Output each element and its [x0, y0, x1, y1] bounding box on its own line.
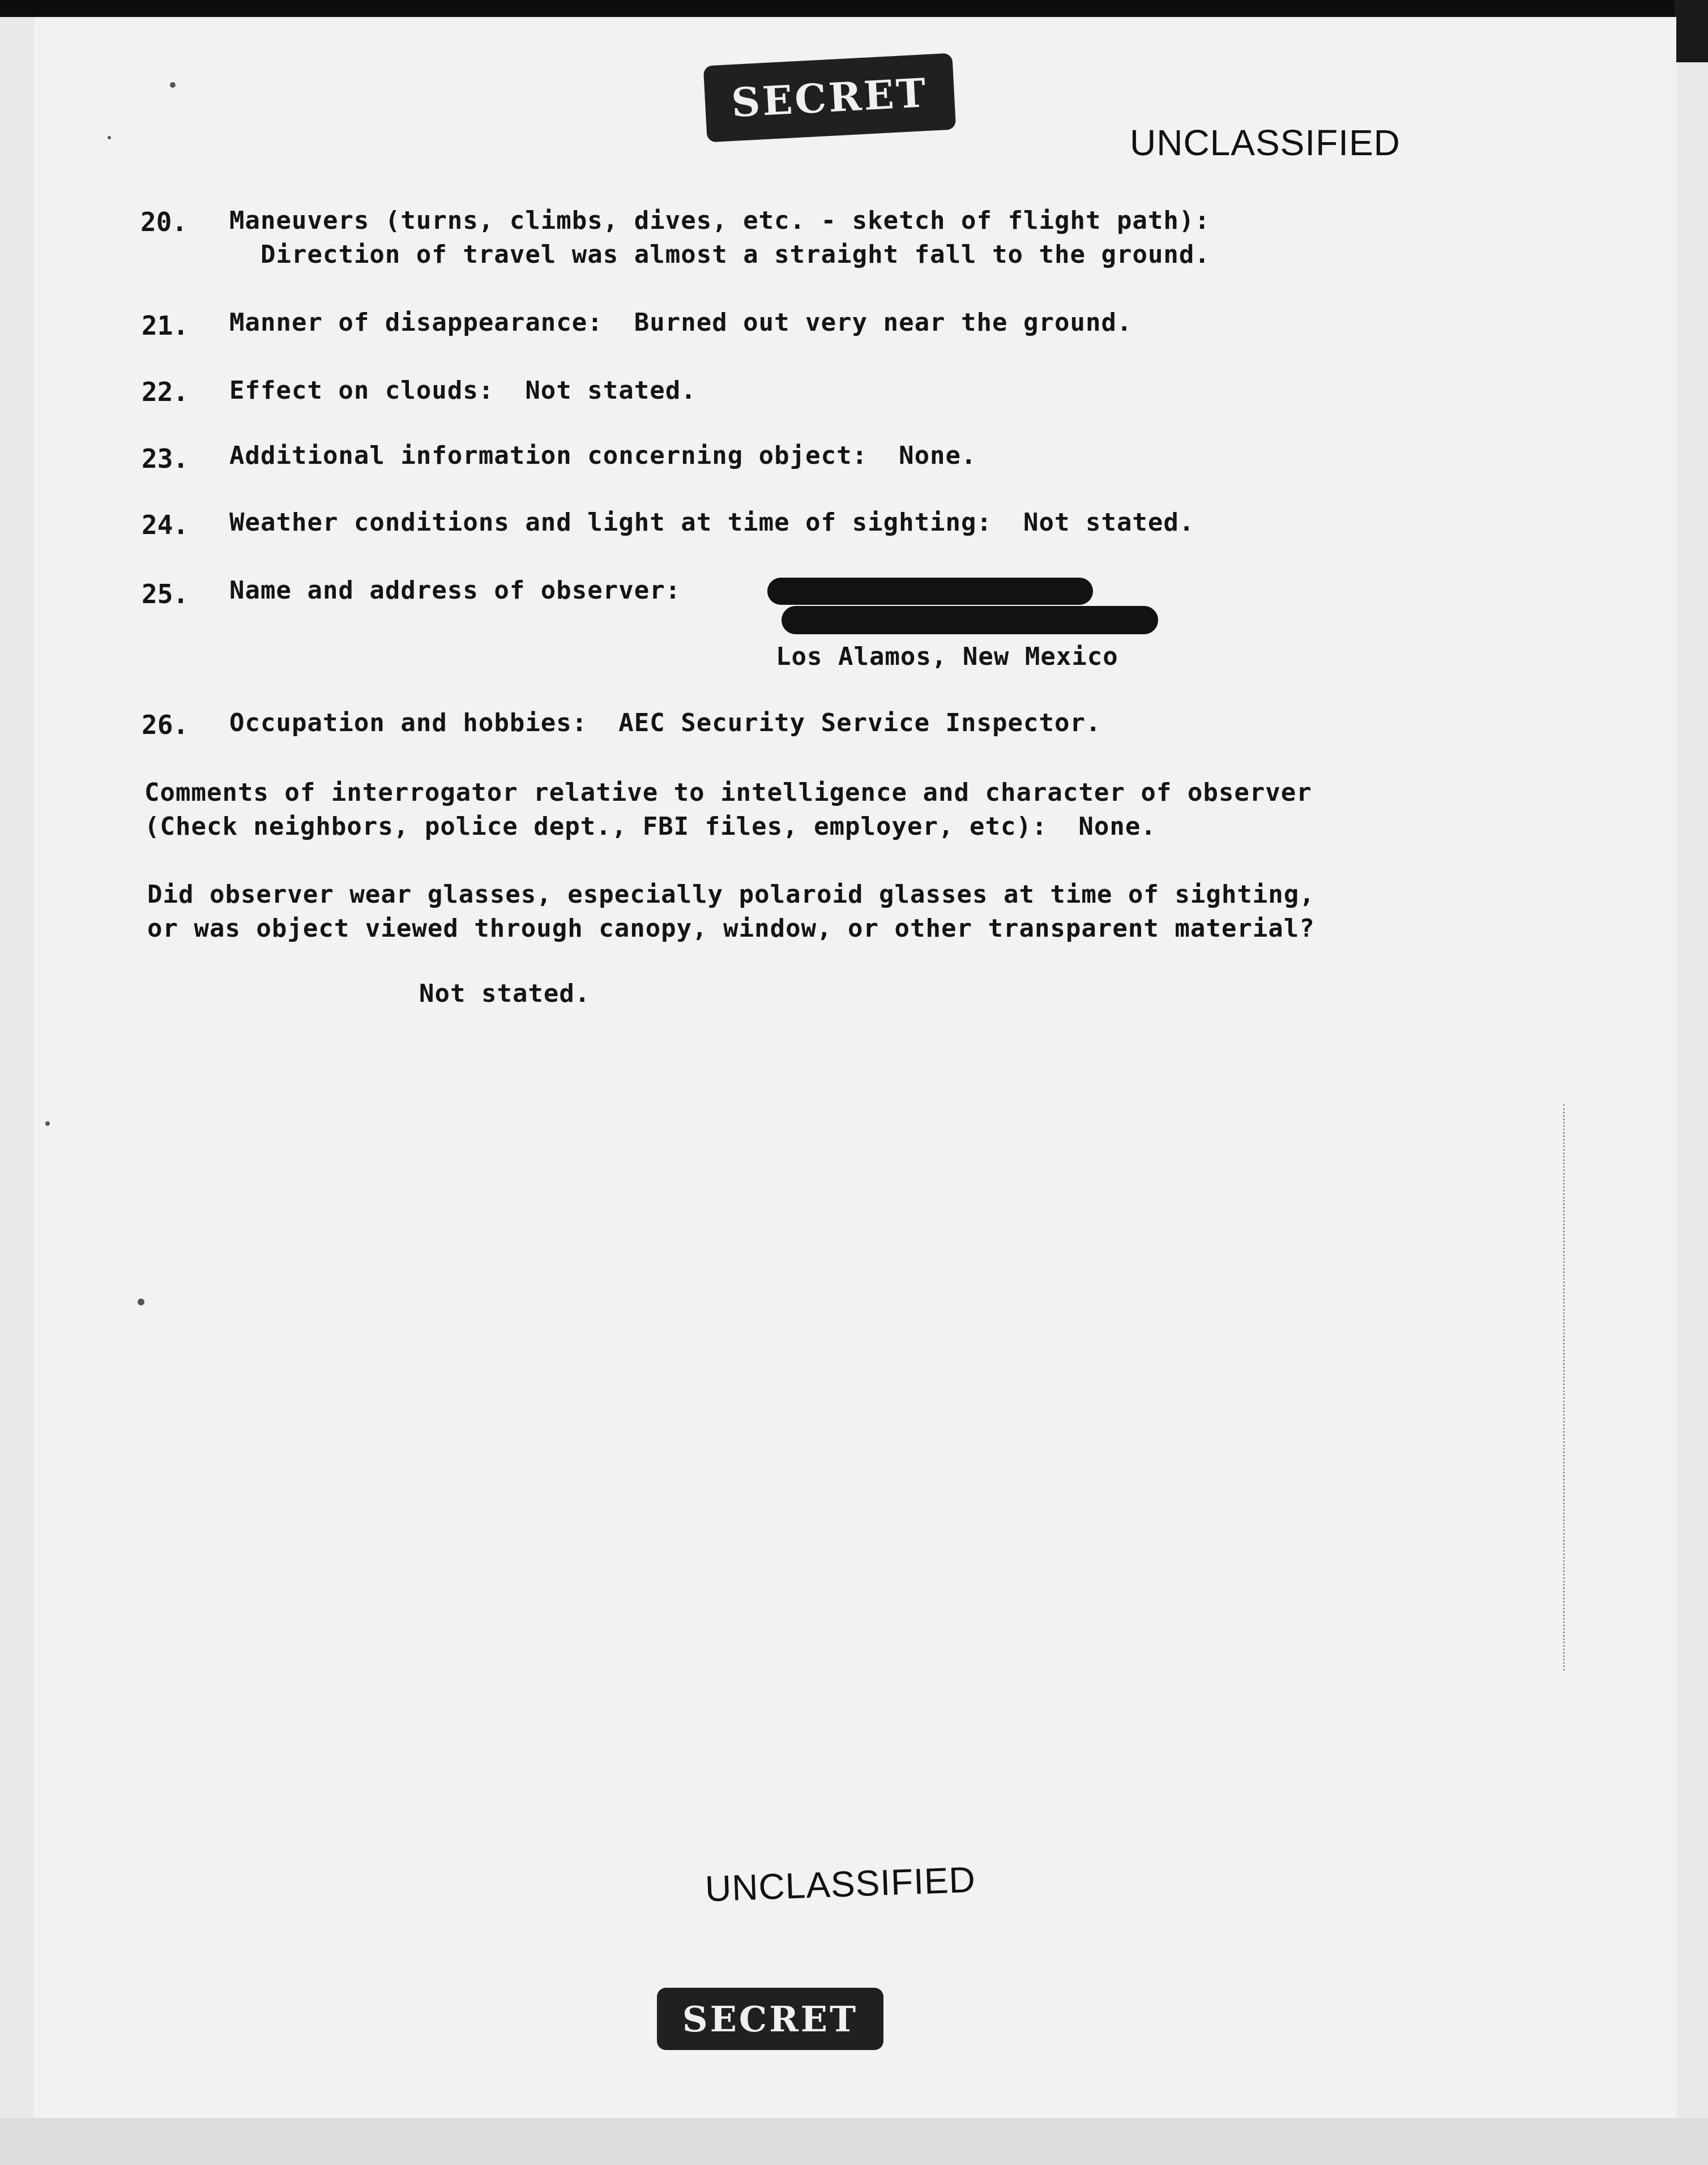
unclassified-stamp-bottom: UNCLASSIFIED [704, 1859, 976, 1910]
item-21-number: 21. [142, 310, 189, 341]
page-crease [1563, 1104, 1565, 1671]
secret-stamp-top: SECRET [703, 53, 956, 143]
item-26-number: 26. [142, 710, 189, 740]
item-23-number: 23. [142, 443, 189, 474]
item-20-answer: Direction of travel was almost a straight fall to the ground. [261, 240, 1210, 269]
item-25-number: 25. [142, 579, 189, 609]
scan-speck [45, 1121, 50, 1126]
comments-line-1: Comments of interrogator relative to intelligence and character of observer [144, 778, 1312, 807]
scan-speck [108, 136, 111, 139]
item-25-label: Name and address of observer: [229, 576, 681, 605]
item-22-number: 22. [142, 377, 189, 407]
comments-line-2: (Check neighbors, police dept., FBI files, employer, etc): None. [144, 812, 1156, 841]
item-26-text: Occupation and hobbies: AEC Security Service Inspector. [229, 708, 1101, 737]
item-22-text: Effect on clouds: Not stated. [229, 376, 697, 405]
item-24-text: Weather conditions and light at time of sighting: Not stated. [229, 508, 1195, 537]
item-20-number: 20. [140, 207, 188, 237]
secret-stamp-bottom: SECRET [657, 1988, 883, 2050]
glasses-question-line-1: Did observer wear glasses, especially polaroid glasses at time of sighting, [147, 880, 1315, 909]
scan-border-bottom [0, 2118, 1708, 2165]
scan-border-top [0, 0, 1708, 17]
scan-speck [138, 1299, 144, 1305]
item-23-text: Additional information concerning object: None. [229, 441, 977, 470]
redacted-observer-name [767, 578, 1093, 605]
item-21-text: Manner of disappearance: Burned out very near the ground. [229, 308, 1133, 337]
scan-border-corner [1674, 0, 1708, 62]
item-24-number: 24. [142, 510, 189, 540]
unclassified-stamp-top: UNCLASSIFIED [1130, 122, 1400, 163]
observer-city: Los Alamos, New Mexico [776, 642, 1118, 671]
redacted-observer-street [782, 606, 1158, 634]
glasses-answer: Not stated. [419, 979, 591, 1008]
item-20-label: Maneuvers (turns, climbs, dives, etc. - sketch of flight path): [229, 206, 1210, 235]
scan-speck [170, 82, 176, 88]
glasses-question-line-2: or was object viewed through canopy, window, or other transparent material? [147, 914, 1315, 943]
